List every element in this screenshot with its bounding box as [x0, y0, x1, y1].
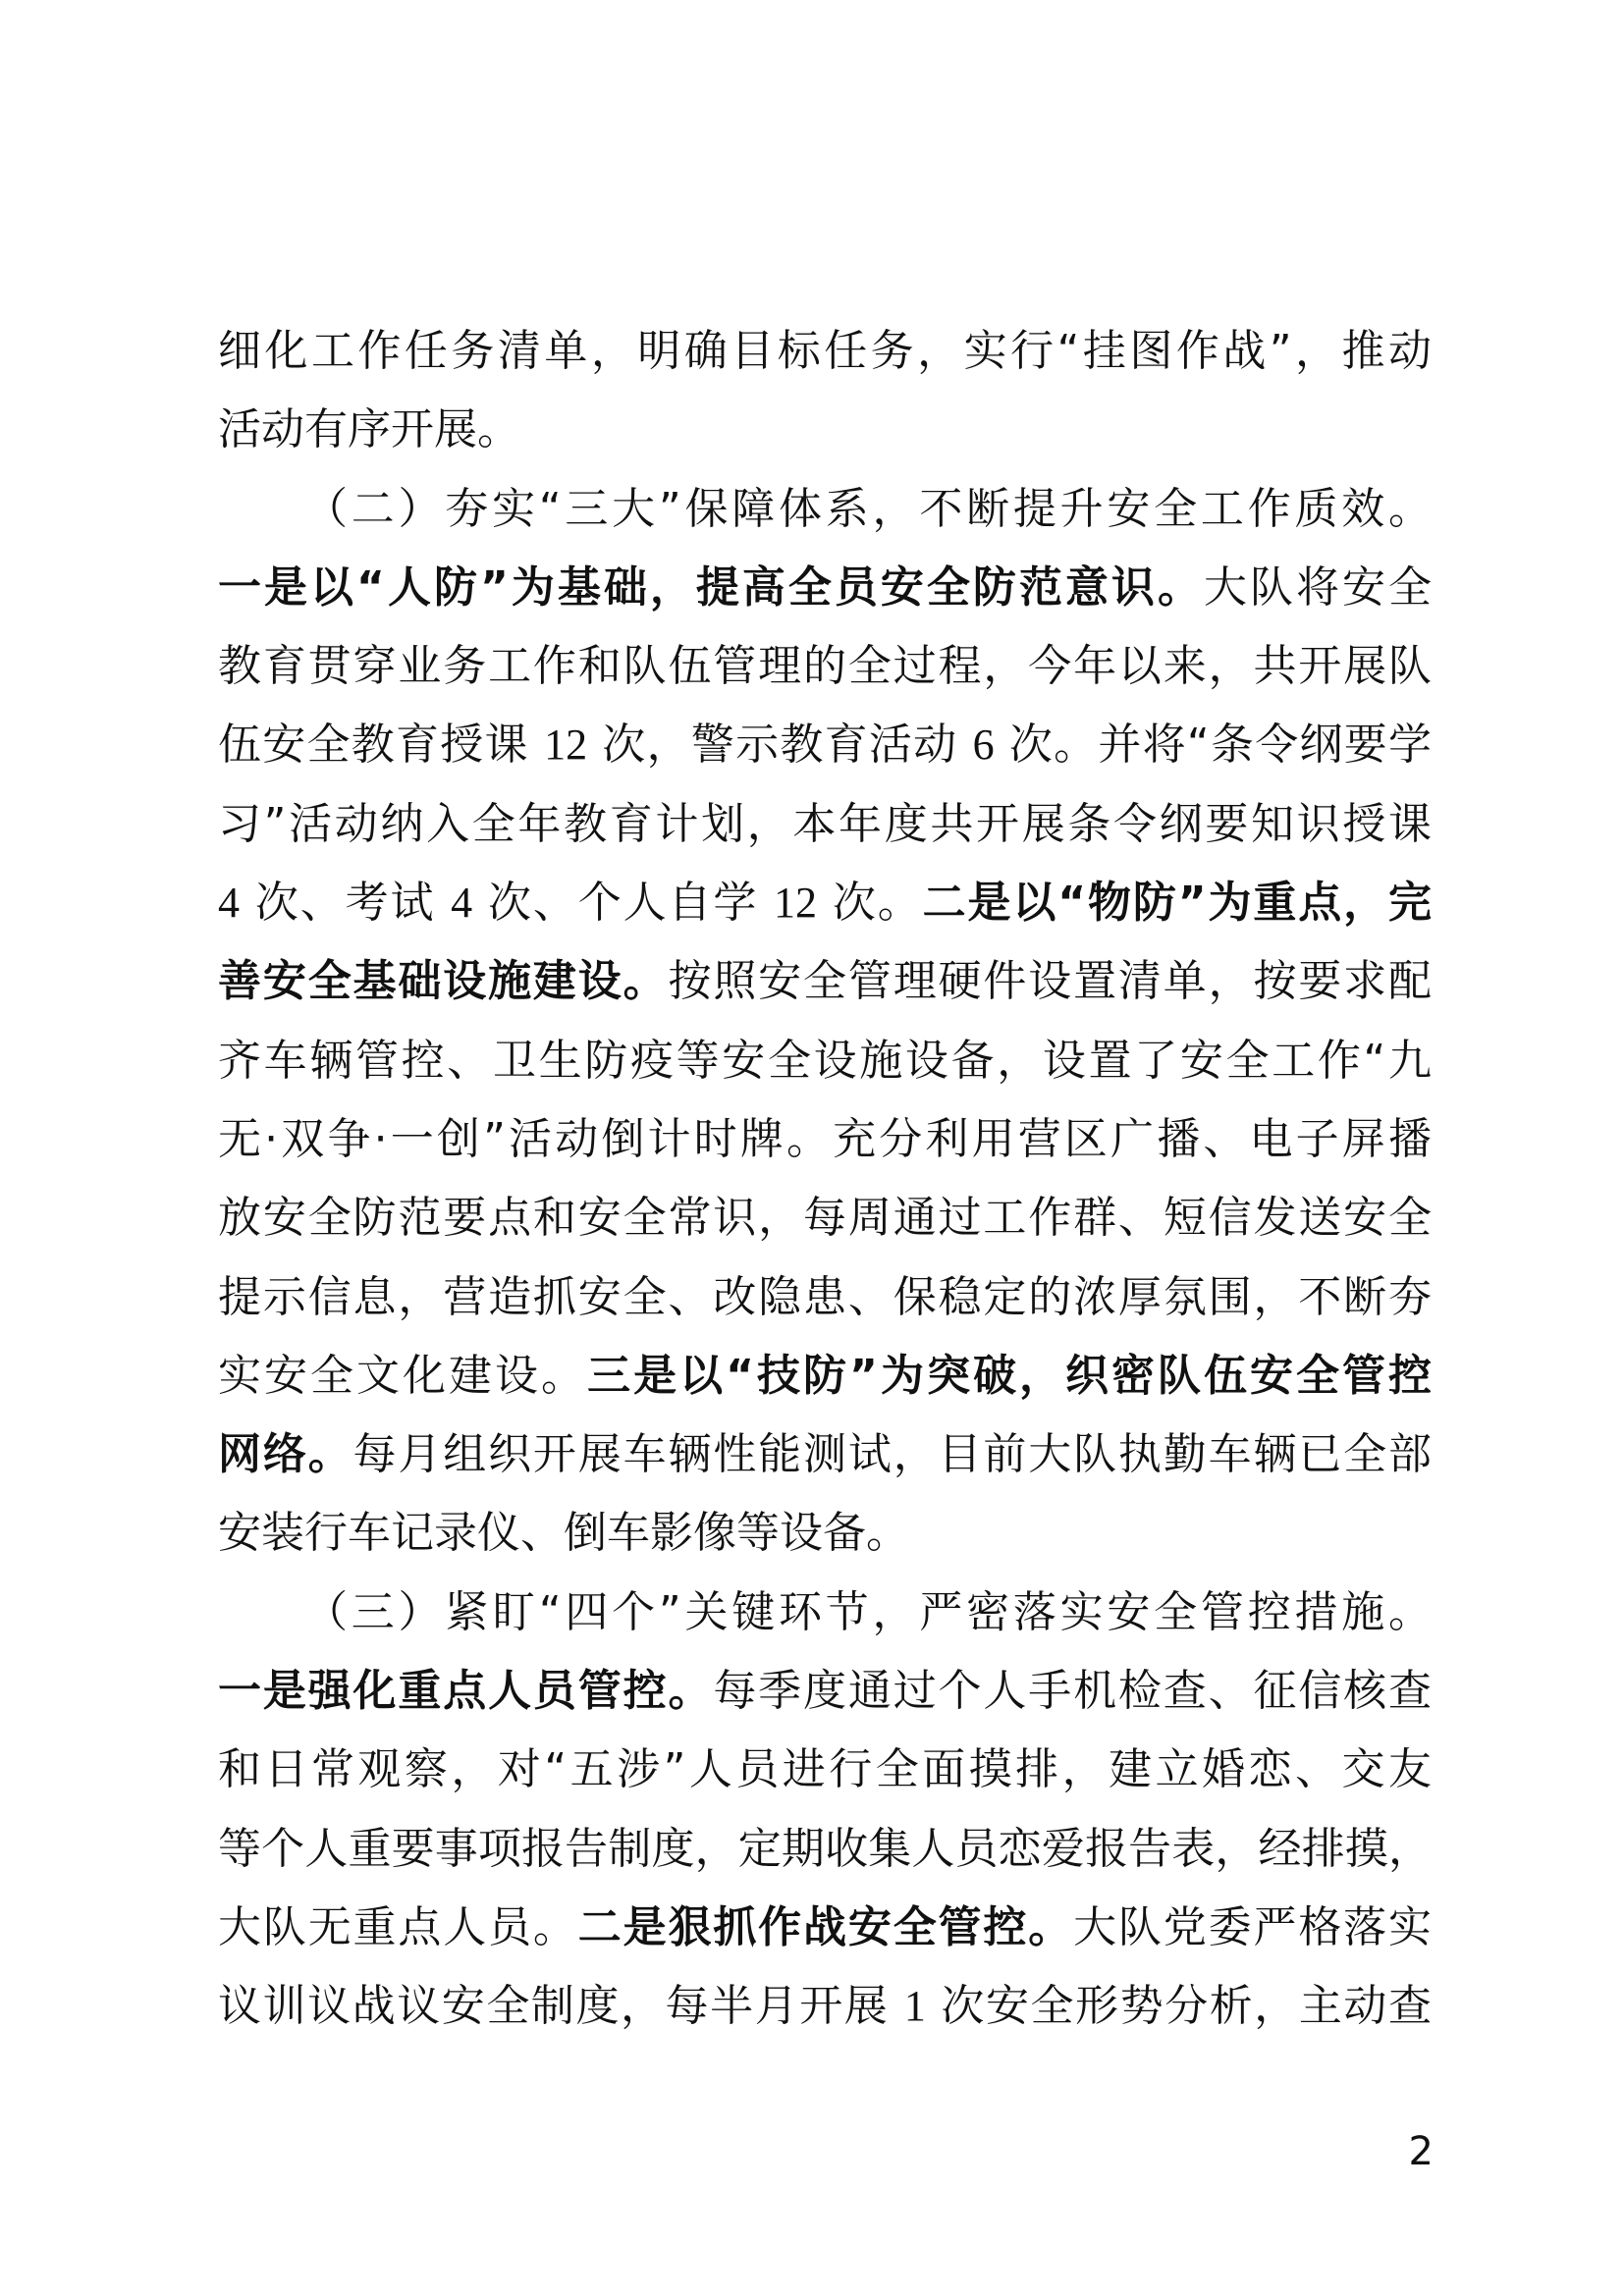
- text-segment: 大队无重点人员。: [218, 1901, 578, 1952]
- text-segment: 安装行车记录仪、倒车影像等设备。: [218, 1508, 909, 1559]
- bold-text-segment: 一是以“人防”为基础，提高全员安全防范意识。: [218, 561, 1204, 613]
- page-number: 2: [1408, 2129, 1434, 2174]
- text-line: [218, 1100, 1432, 1179]
- text-segment: 1: [903, 1982, 926, 2031]
- text-line: [218, 942, 1432, 1021]
- text-segment: 次。并将“条令纲要学: [994, 720, 1432, 771]
- text-segment: 放安全防范要点和安全常识，每周通过工作群、短信发送安全: [218, 1193, 1432, 1244]
- text-segment: 议训议战议安全制度，每半月开展: [218, 1981, 904, 2032]
- text-line: [218, 1731, 1432, 1809]
- text-segment: 次，警示教育活动: [587, 720, 973, 771]
- text-line: [218, 1574, 1432, 1652]
- text-segment: （三）紧盯“四个”关键环节，严密落实安全管控措施。: [304, 1586, 1432, 1637]
- text-segment: 次、个人自学: [472, 878, 775, 929]
- text-segment: 6: [972, 721, 995, 770]
- text-segment: 次。: [817, 878, 923, 929]
- bold-text-segment: 网络。: [218, 1429, 353, 1480]
- text-segment: 次、考试: [240, 878, 452, 929]
- text-line: [218, 864, 1432, 942]
- text-line: [218, 1415, 1432, 1494]
- text-segment: 每月组织开展车辆性能测试，目前大队执勤车辆已全部: [352, 1429, 1433, 1480]
- bold-text-segment: 三是以“技防”为突破，织密队伍安全管控: [587, 1350, 1433, 1401]
- text-segment: 12: [544, 721, 588, 770]
- text-segment: 4: [451, 879, 473, 928]
- text-segment: （二）夯实“三大”保障体系，不断提升安全工作质效。: [304, 483, 1432, 534]
- text-line: [218, 785, 1432, 864]
- text-segment: 伍安全教育授课: [218, 720, 545, 771]
- text-segment: 等个人重要事项报告制度，定期收集人员恋爱报告表，经排摸，: [218, 1823, 1432, 1874]
- text-line: [218, 706, 1432, 784]
- text-segment: 提示信息，营造抓安全、改隐患、保稳定的浓厚氛围，不断夯: [218, 1271, 1432, 1322]
- text-segment: 教育贯穿业务工作和队伍管理的全过程，今年以来，共开展队: [218, 641, 1432, 692]
- text-segment: 无·双争·一创”活动倒计时牌。充分利用营区广播、电子屏播: [218, 1113, 1432, 1164]
- text-segment: 按照安全管理硬件设置清单，按要求配: [668, 956, 1433, 1007]
- text-line: [218, 1967, 1432, 2046]
- text-segment: 大队将安全: [1203, 561, 1432, 613]
- text-segment: 大队党委严格落实: [1073, 1901, 1433, 1952]
- bold-text-segment: 二是狠抓作战安全管控。: [577, 1901, 1074, 1952]
- text-line: [218, 391, 1432, 469]
- text-segment: 实安全文化建设。: [218, 1350, 588, 1401]
- bold-text-segment: 二是以“物防”为重点，完: [922, 878, 1432, 929]
- text-line: [218, 627, 1432, 706]
- text-segment: 习”活动纳入全年教育计划，本年度共开展条令纲要知识授课: [218, 798, 1432, 849]
- text-segment: 细化工作任务清单，明确目标任务，实行“挂图作战”，推动: [218, 326, 1432, 376]
- text-segment: 活动有序开展。: [218, 404, 520, 455]
- text-line: [218, 1258, 1432, 1337]
- document-body: [218, 312, 1432, 2047]
- text-segment: 12: [774, 879, 818, 928]
- text-line: [218, 1494, 1432, 1573]
- text-segment: 每季度通过个人手机检查、征信核查: [713, 1666, 1433, 1717]
- text-line: [218, 549, 1432, 627]
- text-segment: 次安全形势分析，主动查: [925, 1981, 1432, 2032]
- text-segment: 4: [218, 879, 240, 928]
- text-line: [218, 1889, 1432, 1967]
- text-line: [218, 1337, 1432, 1415]
- text-line: [218, 470, 1432, 549]
- text-line: [218, 1179, 1432, 1257]
- text-segment: 和日常观察，对“五涉”人员进行全面摸排，建立婚恋、交友: [218, 1744, 1432, 1795]
- text-line: [218, 1810, 1432, 1889]
- text-line: [218, 1652, 1432, 1731]
- text-segment: 齐车辆管控、卫生防疫等安全设施设备，设置了安全工作“九: [218, 1035, 1432, 1086]
- bold-text-segment: 善安全基础设施建设。: [218, 956, 669, 1007]
- bold-text-segment: 一是强化重点人员管控。: [218, 1666, 714, 1717]
- text-line: [218, 1022, 1432, 1100]
- text-line: [218, 312, 1432, 391]
